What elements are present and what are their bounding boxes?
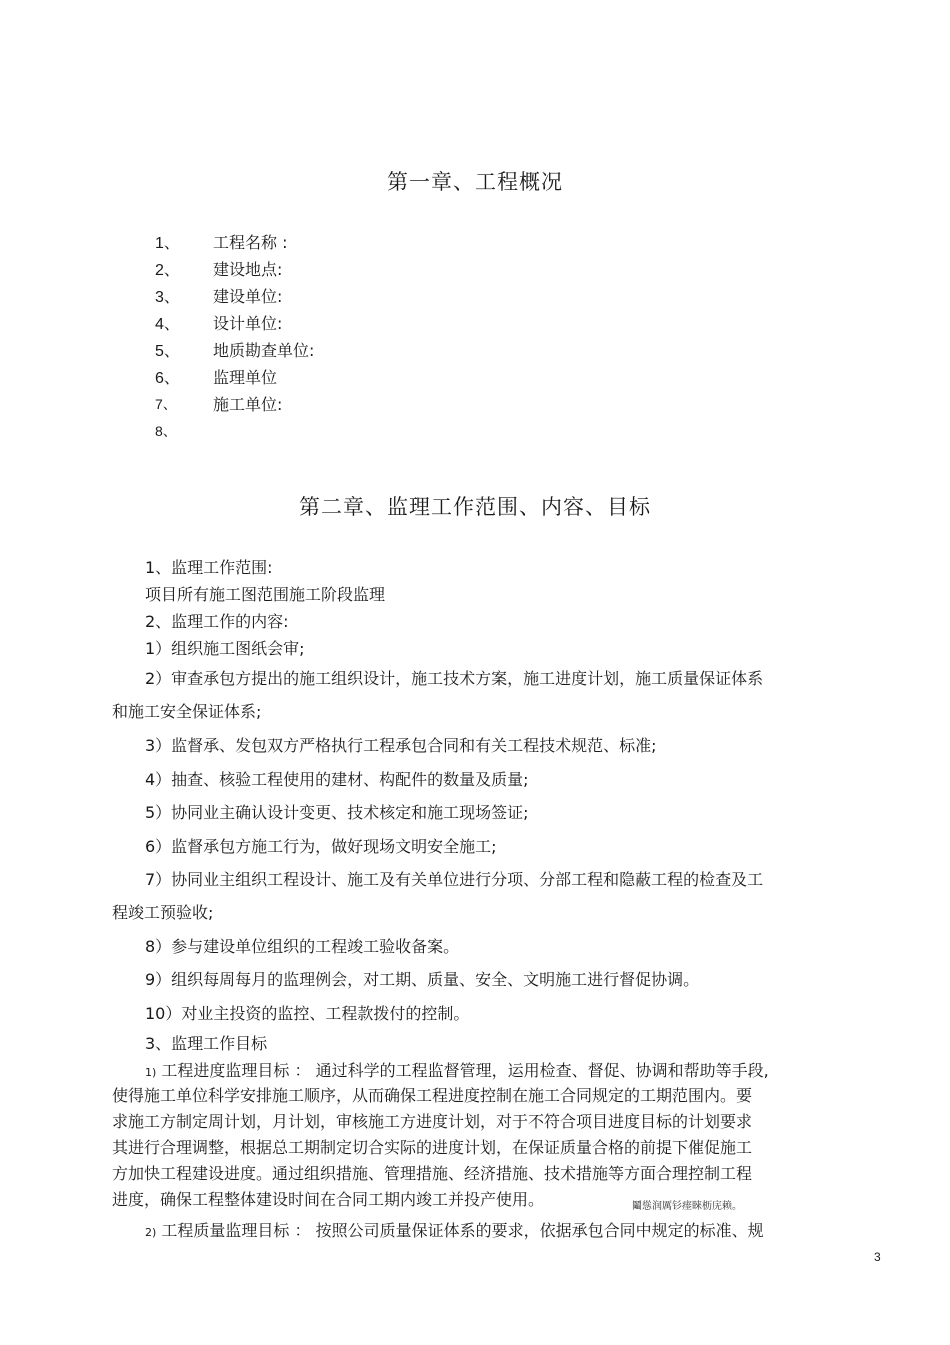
item-label: 监理单位: [213, 368, 278, 387]
content-item: 5）协同业主确认设计变更、技术核定和施工现场签证;: [145, 803, 529, 822]
scope-heading: 1、监理工作范围:: [145, 558, 273, 577]
goals-heading: 3、监理工作目标: [145, 1034, 268, 1053]
content-item: 7）协同业主组织工程设计、施工及有关单位进行分项、分部工程和隐蔽工程的检查及工: [145, 870, 764, 889]
goal-paragraph-line: 求施工方制定周计划，月计划，审核施工方进度计划，对于不符合项目进度目标的计划要求: [112, 1112, 753, 1131]
goal-paragraph-line: 其进行合理调整，根据总工期制定切合实际的进度计划，在保证质量合格的前提下催促施工: [112, 1138, 753, 1157]
item-number: 6、: [155, 370, 180, 387]
list-item: [155, 309, 755, 336]
goal-number: 1): [145, 1066, 157, 1079]
goal-number: 2): [145, 1226, 157, 1239]
goal-paragraph-line: 方加快工程建设进度。通过组织措施、管理措施、经济措施、技术措施等方面合理控制工程: [112, 1164, 753, 1183]
list-item: [155, 336, 755, 363]
content-item: 9）组织每周每月的监理例会，对工期、质量、安全、文明施工进行督促协调。: [145, 970, 700, 989]
content-heading: 2、监理工作的内容:: [145, 612, 289, 631]
item-number: 7、: [155, 395, 177, 412]
content-item-cont: 和施工安全保证体系;: [112, 702, 262, 721]
list-item: [155, 390, 755, 417]
goal-paragraph-line: [145, 1218, 764, 1241]
goal-text: 工程进度监理目标 ： 通过科学的工程监督管理，运用检查、督促、协调和帮助等手段,: [161, 1061, 769, 1080]
content-item: 2）审查承包方提出的施工组织设计，施工技术方案，施工进度计划，施工质量保证体系: [145, 669, 764, 688]
goal-text: 工程质量监理目标 ： 按照公司质量保证体系的要求，依据承包合同中规定的标准、规: [161, 1221, 764, 1240]
list-item: [155, 417, 755, 444]
item-number: 3、: [155, 289, 180, 306]
item-label: 地质勘查单位:: [213, 341, 315, 360]
item-number: 8、: [155, 422, 177, 439]
goal-paragraph-line: 使得施工单位科学安排施工顺序，从而确保工程进度控制在施工合同规定的工期范围内。要: [112, 1086, 753, 1105]
item-label: 建设单位:: [213, 287, 283, 306]
chapter2-title: 第二章、监理工作范围、内容、目标: [299, 495, 651, 519]
item-number: 2、: [155, 262, 180, 279]
item-label: 设计单位:: [213, 314, 283, 333]
list-item: [155, 282, 755, 309]
list-item: [155, 255, 755, 282]
chapter1-title: 第一章、工程概况: [387, 170, 563, 194]
page-number: 3: [874, 1250, 881, 1264]
item-label: 施工单位:: [213, 395, 283, 414]
content-item: 10）对业主投资的监控、工程款拨付的控制。: [145, 1004, 470, 1023]
item-label: 工程名称 :: [213, 233, 288, 252]
list-item: [155, 363, 755, 390]
content-item-cont: 程竣工预验收;: [112, 903, 214, 922]
item-number: 1、: [155, 235, 180, 252]
item-number: 4、: [155, 316, 180, 333]
goal-paragraph-line: 进度，确保工程整体建设时间在合同工期内竣工并投产使用。: [112, 1190, 545, 1209]
project-info-list: [155, 228, 755, 444]
goal-paragraph-line: [145, 1058, 769, 1081]
content-item: 6）监督承包方施工行为，做好现场文明安全施工;: [145, 837, 497, 856]
content-item: 3）监督承、发包双方严格执行工程承包合同和有关工程技术规范、标准;: [145, 736, 657, 755]
item-number: 5、: [155, 343, 180, 360]
content-item: 8）参与建设单位组织的工程竣工验收备案。: [145, 937, 460, 956]
garbled-watermark-text: 鬮慫润厲钐瘗睞枥庑赖。: [632, 1201, 742, 1212]
scope-text: 项目所有施工图范围施工阶段监理: [145, 585, 386, 604]
content-item: 1）组织施工图纸会审;: [145, 639, 305, 658]
content-item: 4）抽查、核验工程使用的建材、构配件的数量及质量;: [145, 770, 529, 789]
item-label: 建设地点:: [213, 260, 283, 279]
list-item: [155, 228, 755, 255]
